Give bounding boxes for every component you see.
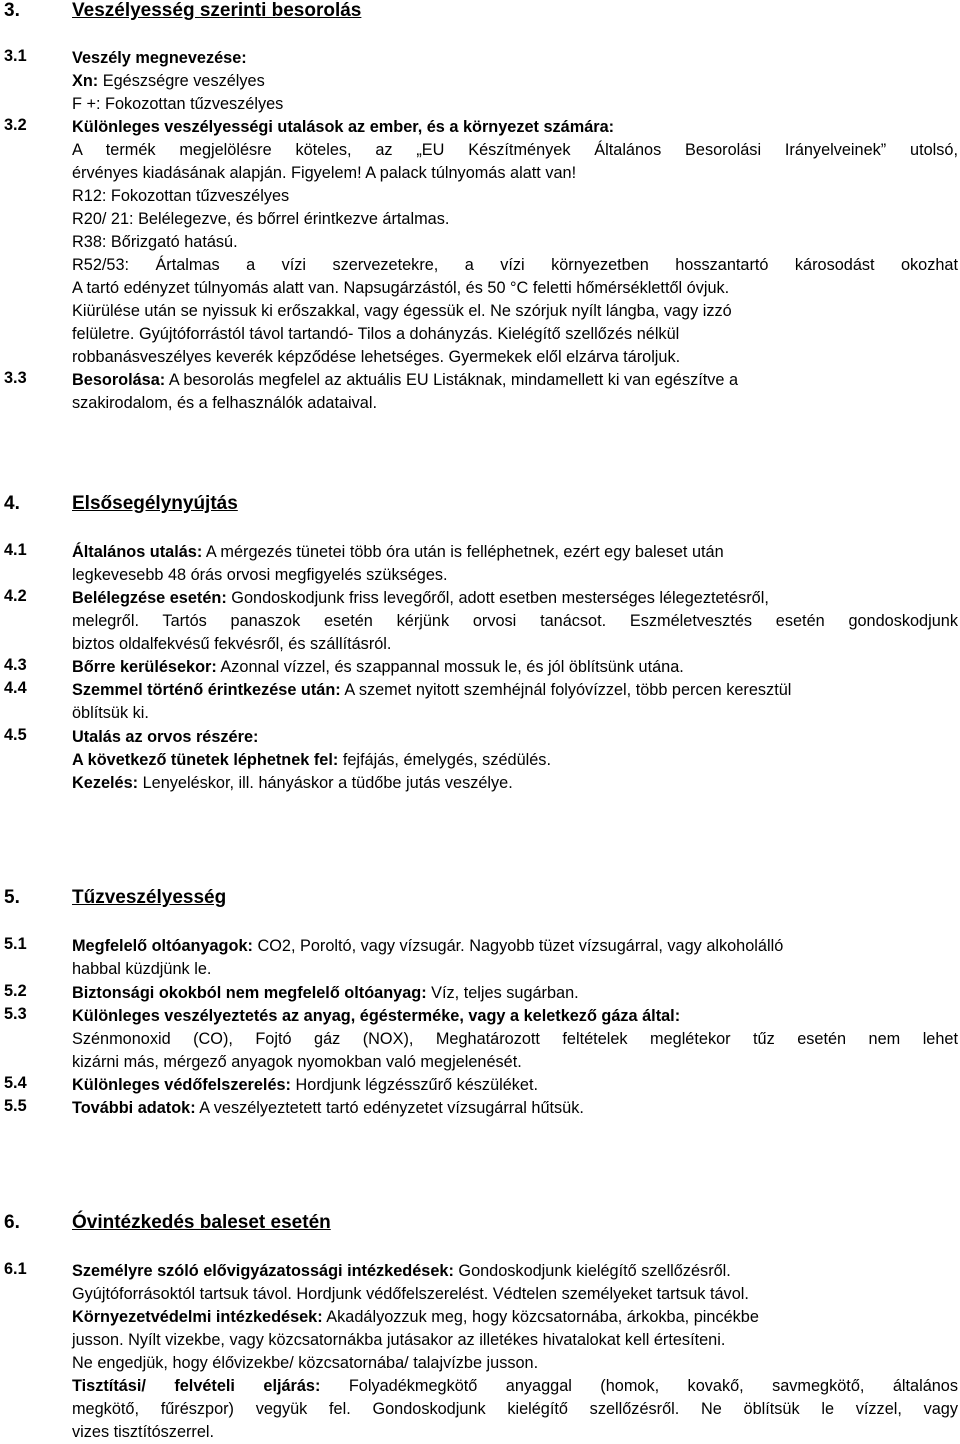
inline-text: A veszélyeztetett tartó edényzetet vízsugárral hűtsük. (195, 1099, 584, 1117)
subsection-number: 5.4 (4, 1074, 27, 1092)
subsection-label: Különleges veszélyességi utalások az ember, és a környezet számára: (72, 118, 615, 136)
text-line (72, 1375, 958, 1398)
section-title: Tűzveszélyesség (72, 887, 227, 908)
text-line (72, 1306, 759, 1329)
subsection-label: Belélegzése esetén: (72, 589, 227, 607)
subsection-number: 4.2 (4, 587, 27, 605)
text-line: Ne engedjük, hogy élővizekbe/ közcsatornába/ talajvízbe jusson. (72, 1354, 539, 1372)
text-line: A tartó edényzet túlnyomás alatt van. Napsugárzástól, és 50 °C feletti hőmérséklettől óvjuk. (72, 279, 730, 297)
subsection-number: 4.4 (4, 679, 27, 697)
section-number: 6. (4, 1212, 20, 1233)
text-line: vizes tisztítószerrel. (72, 1423, 215, 1441)
text-line: melegről. Tartós panaszok esetén kérjünk orvosi tanácsot. Eszméletvesztés esetén gondoskodjunk (72, 612, 958, 630)
section-number: 5. (4, 887, 20, 908)
text-line: legkevesebb 48 órás orvosi megfigyelés szükséges. (72, 566, 448, 584)
text-line: jusson. Nyílt vizekbe, vagy közcsatornákba jutásakor az illetékes hivatalokat kell értesíteni. (72, 1331, 726, 1349)
inline-text: Víz, teljes sugárban. (426, 984, 579, 1002)
text-line: A termék megjelölésre köteles, az „EU Készítmények Általános Besorolási Irányelveinek” utolsó, (72, 141, 958, 159)
text-line (72, 656, 684, 679)
text-line: R20/ 21: Belélegezve, és bőrrel érintkezve ártalmas. (72, 210, 450, 228)
subsection-number: 5.3 (4, 1005, 27, 1023)
text-line (72, 772, 513, 795)
text-line (72, 935, 783, 958)
text-line: F +: Fokozottan tűzveszélyes (72, 95, 284, 113)
subsection-number: 4.1 (4, 541, 27, 559)
inline-text: Folyadékmegkötő anyaggal (homok, kovakő, savmegkötő, általános (320, 1377, 958, 1395)
text-line: habbal küzdjünk le. (72, 960, 212, 978)
text-line (72, 587, 769, 610)
subsection-label: Bőrre kerülésekor: (72, 658, 217, 676)
text-line: megkötő, fűrészpor) vegyük fel. Gondoskodjunk kielégítő szellőzésről. Ne öblítsük le vízzel, vagy (72, 1400, 958, 1418)
inline-label: Környezetvédelmi intézkedések: (72, 1308, 323, 1326)
inline-text: Azonnal vízzel, és szappannal mossuk le, és jól öblítsünk utána. (216, 658, 684, 676)
subsection-label: Szemmel történő érintkezése után: (72, 681, 341, 699)
section-number: 4. (4, 493, 20, 514)
inline-text: Lenyeléskor, ill. hányáskor a tüdőbe jutás veszélye. (138, 774, 513, 792)
inline-text: A szemet nyitott szemhéjnál folyóvízzel, több percen keresztül (340, 681, 792, 699)
inline-text: Hordjunk légzésszűrő készüléket. (290, 1076, 539, 1094)
subsection-label: Besorolása: (72, 371, 166, 389)
inline-text: A besorolás megfelel az aktuális EU Listáknak, mindamellett ki van egészítve a (165, 371, 739, 389)
text-line: biztos oldalfekvésű fekvésről, és szállításról. (72, 635, 392, 653)
text-line (72, 679, 791, 702)
section-number: 3. (4, 0, 20, 21)
section-title: Óvintézkedés baleset esetén (72, 1212, 331, 1233)
text-line: R38: Bőrizgató hatású. (72, 233, 238, 251)
inline-text: fejfájás, émelygés, szédülés. (338, 751, 551, 769)
subsection-label: Általános utalás: (72, 543, 203, 561)
subsection-number: 3.2 (4, 116, 27, 134)
text-line (72, 1260, 731, 1283)
subsection-number: 5.5 (4, 1097, 27, 1115)
text-line: Kiürülése után se nyissuk ki erőszakkal, vagy égessük el. Ne szórjuk nyílt lángba, vagy izzó (72, 302, 732, 320)
inline-text: Gondoskodjunk kielégítő szellőzésről. (453, 1262, 731, 1280)
inline-label: Tisztítási/ felvételi eljárás: (72, 1377, 321, 1395)
inline-text: A mérgezés tünetei több óra után is felléphetnek, ezért egy baleset után (202, 543, 724, 561)
inline-text: CO2, Poroltó, vagy vízsugár. Nagyobb tüzet vízsugárral, vagy alkoholálló (252, 937, 784, 955)
text-line (72, 982, 579, 1005)
text-line: öblítsük ki. (72, 704, 149, 722)
text-line: Gyújtóforrásoktól tartsuk távol. Hordjunk védőfelszerelést. Védtelen személyeket tartsuk távol. (72, 1285, 749, 1303)
subsection-label: Utalás az orvos részére: (72, 728, 259, 746)
text-line: Xn: Egészségre veszélyes (72, 72, 265, 90)
subsection-number: 6.1 (4, 1260, 27, 1278)
text-line: Szénmonoxid (CO), Fojtó gáz (NOX), Meghatározott feltételek meglétekor tűz esetén nem lehet (72, 1030, 958, 1048)
subsection-label: Különleges védőfelszerelés: (72, 1076, 291, 1094)
inline-text: Gondoskodjunk friss levegőről, adott esetben mesterséges lélegeztetésről, (226, 589, 769, 607)
text-line: felületre. Gyújtóforrástól távol tartandó- Tilos a dohányzás. Kielégítő szellőzés nélkül (72, 325, 680, 343)
subsection-number: 5.1 (4, 935, 27, 953)
subsection-label: Megfelelő oltóanyagok: (72, 937, 253, 955)
text-line: robbanásveszélyes keverék képződése lehetséges. Gyermekek elől elzárva tároljuk. (72, 348, 681, 366)
text-line (72, 369, 738, 392)
subsection-label: Biztonsági okokból nem megfelelő oltóanyag: (72, 984, 427, 1002)
text-line: kizárni más, mérgező anyagok nyomokban való megjelenését. (72, 1053, 522, 1071)
hazard-xn: Egészségre veszélyes (98, 72, 265, 90)
text-line (72, 541, 724, 564)
text-line (72, 1074, 538, 1097)
subsection-number: 3.1 (4, 47, 27, 65)
subsection-label: Különleges veszélyeztetés az anyag, égésterméke, vagy a keletkező gáza által: (72, 1007, 681, 1025)
subsection-label: Személyre szóló elővigyázatossági intézkedések: (72, 1262, 454, 1280)
subsection-number: 4.5 (4, 726, 27, 744)
section-title: Elsősegélynyújtás (72, 493, 238, 514)
text-line: érvényes kiadásának alapján. Figyelem! A palack túlnyomás alatt van! (72, 164, 577, 182)
subsection-number: 3.3 (4, 369, 27, 387)
subsection-label: Veszély megnevezése: (72, 49, 247, 67)
text-line: R52/53: Ártalmas a vízi szervezetekre, a vízi környezetben hosszantartó károsodást okozhat (72, 256, 958, 274)
text-line (72, 749, 551, 772)
text-line: R12: Fokozottan tűzveszélyes (72, 187, 290, 205)
text-line: szakirodalom, és a felhasználók adataival. (72, 394, 377, 412)
inline-text: Akadályozzuk meg, hogy közcsatornába, árkokba, pincékbe (322, 1308, 759, 1326)
inline-label: A következő tünetek léphetnek fel: (72, 751, 339, 769)
subsection-label: További adatok: (72, 1099, 196, 1117)
section-title: Veszélyesség szerinti besorolás (72, 0, 362, 21)
inline-label: Kezelés: (72, 774, 139, 792)
text-line (72, 1097, 584, 1120)
subsection-number: 4.3 (4, 656, 27, 674)
subsection-number: 5.2 (4, 982, 27, 1000)
